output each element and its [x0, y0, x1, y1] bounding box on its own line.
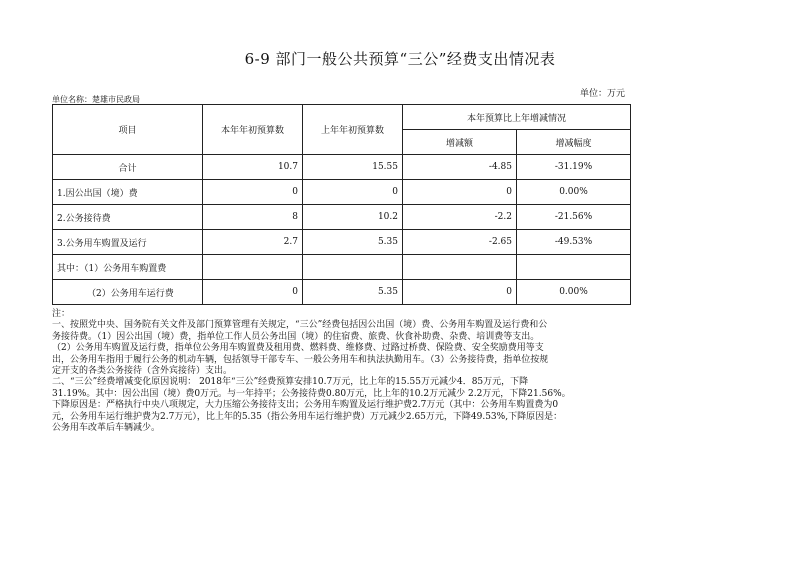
header-item: 项目 — [53, 105, 203, 155]
note-line: 元，公务用车运行维护费为2.7万元），比上年的5.35（指公务用车运行维护费）万元减少2.65万元，下降49.53%,下降原因是： — [52, 411, 563, 422]
cell-rate — [517, 255, 631, 280]
cell-last-year — [303, 255, 403, 280]
table-row — [53, 205, 631, 230]
note-line: 一、按照党中央、国务院有关文件及部门预算管理有关规定，“三公”经费包括因公出国（境）费、公务用车购置及运行费和公 — [52, 320, 548, 331]
cell-change: 0 — [403, 180, 517, 205]
cell-this-year: 2.7 — [203, 230, 303, 255]
cell-last-year: 10.2 — [303, 205, 403, 230]
note-line: 二、“三公”经费增减变化原因说明： 2018年“三公”经费预算安排10.7万元，比上年的15.55万元减少4．85万元，下降 — [52, 377, 529, 388]
cell-change: -2.65 — [403, 230, 517, 255]
row-label: （2）公务用车运行费 — [53, 280, 203, 305]
cell-this-year: 8 — [203, 205, 303, 230]
cell-this-year — [203, 255, 303, 280]
header-last-year: 上年年初预算数 — [303, 105, 403, 155]
notes-section — [52, 309, 642, 434]
unit-name-label: 单位名称：楚雄市民政局 — [52, 95, 140, 104]
cell-last-year: 0 — [303, 180, 403, 205]
note-line: 下降原因是：严格执行中央八项规定，大力压缩公务接待支出；公务用车购置及运行维护费2.7万元（其中：公务用车购置费为0 — [52, 400, 559, 411]
note-line: 公务用车改革后车辆减少。 — [52, 423, 161, 434]
row-label: 3.公务用车购置及运行 — [53, 230, 203, 255]
row-label: 1.因公出国（境）费 — [53, 180, 203, 205]
cell-change: -2.2 — [403, 205, 517, 230]
note-line: （2）公务用车购置及运行费，指单位公务用车购置费及租用费、燃料费、维修费、过路过桥费、保险费、安全奖励费用等支 — [52, 343, 544, 354]
cell-rate: 0.00% — [517, 180, 631, 205]
row-label: 其中：（1）公务用车购置费 — [53, 255, 203, 280]
note-line: 定开支的各类公务接待（含外宾接待）支出。 — [52, 366, 233, 377]
cell-rate: 0.00% — [517, 280, 631, 305]
note-line: 务接待费。（1）因公出国（境）费，指单位工作人员公务出国（境）的住宿费、旅费、伙食补助费、杂费、培训费等支出。 — [52, 331, 540, 342]
cell-rate: -21.56% — [517, 205, 631, 230]
cell-this-year: 0 — [203, 280, 303, 305]
row-label: 合计 — [53, 155, 203, 180]
cell-change — [403, 255, 517, 280]
note-line: 31.19%。其中：因公出国（境）费0万元。与一年持平；公务接待费0.80万元，比上年的10.2万元减少 2.2万元，下降21.56%。 — [52, 388, 571, 399]
table-row — [53, 180, 631, 205]
table-row — [53, 155, 631, 180]
cell-this-year: 0 — [203, 180, 303, 205]
table-row — [53, 280, 631, 305]
cell-this-year: 10.7 — [203, 155, 303, 180]
cell-rate: -31.19% — [517, 155, 631, 180]
header-change-rate: 增减幅度 — [517, 130, 631, 155]
table-row — [53, 230, 631, 255]
note-line: 注： — [52, 309, 71, 319]
header-compare: 本年预算比上年增减情况 — [403, 105, 631, 130]
header-this-year: 本年年初预算数 — [203, 105, 303, 155]
header-change-amount: 增减额 — [403, 130, 517, 155]
cell-change: -4.85 — [403, 155, 517, 180]
cell-last-year: 15.55 — [303, 155, 403, 180]
cell-change: 0 — [403, 280, 517, 305]
row-label: 2.公务接待费 — [53, 205, 203, 230]
cell-rate: -49.53% — [517, 230, 631, 255]
page-title: 6-9 部门一般公共预算“三公”经费支出情况表 — [244, 50, 556, 68]
budget-table — [52, 104, 631, 305]
unit-label: 单位：万元 — [580, 89, 626, 99]
note-line: 出，公务用车指用于履行公务的机动车辆，包括领导干部专车、一般公务用车和执法执勤用车。（3）公务接待费，指单位按规 — [52, 354, 549, 365]
cell-last-year: 5.35 — [303, 230, 403, 255]
cell-last-year: 5.35 — [303, 280, 403, 305]
table-row — [53, 255, 631, 280]
